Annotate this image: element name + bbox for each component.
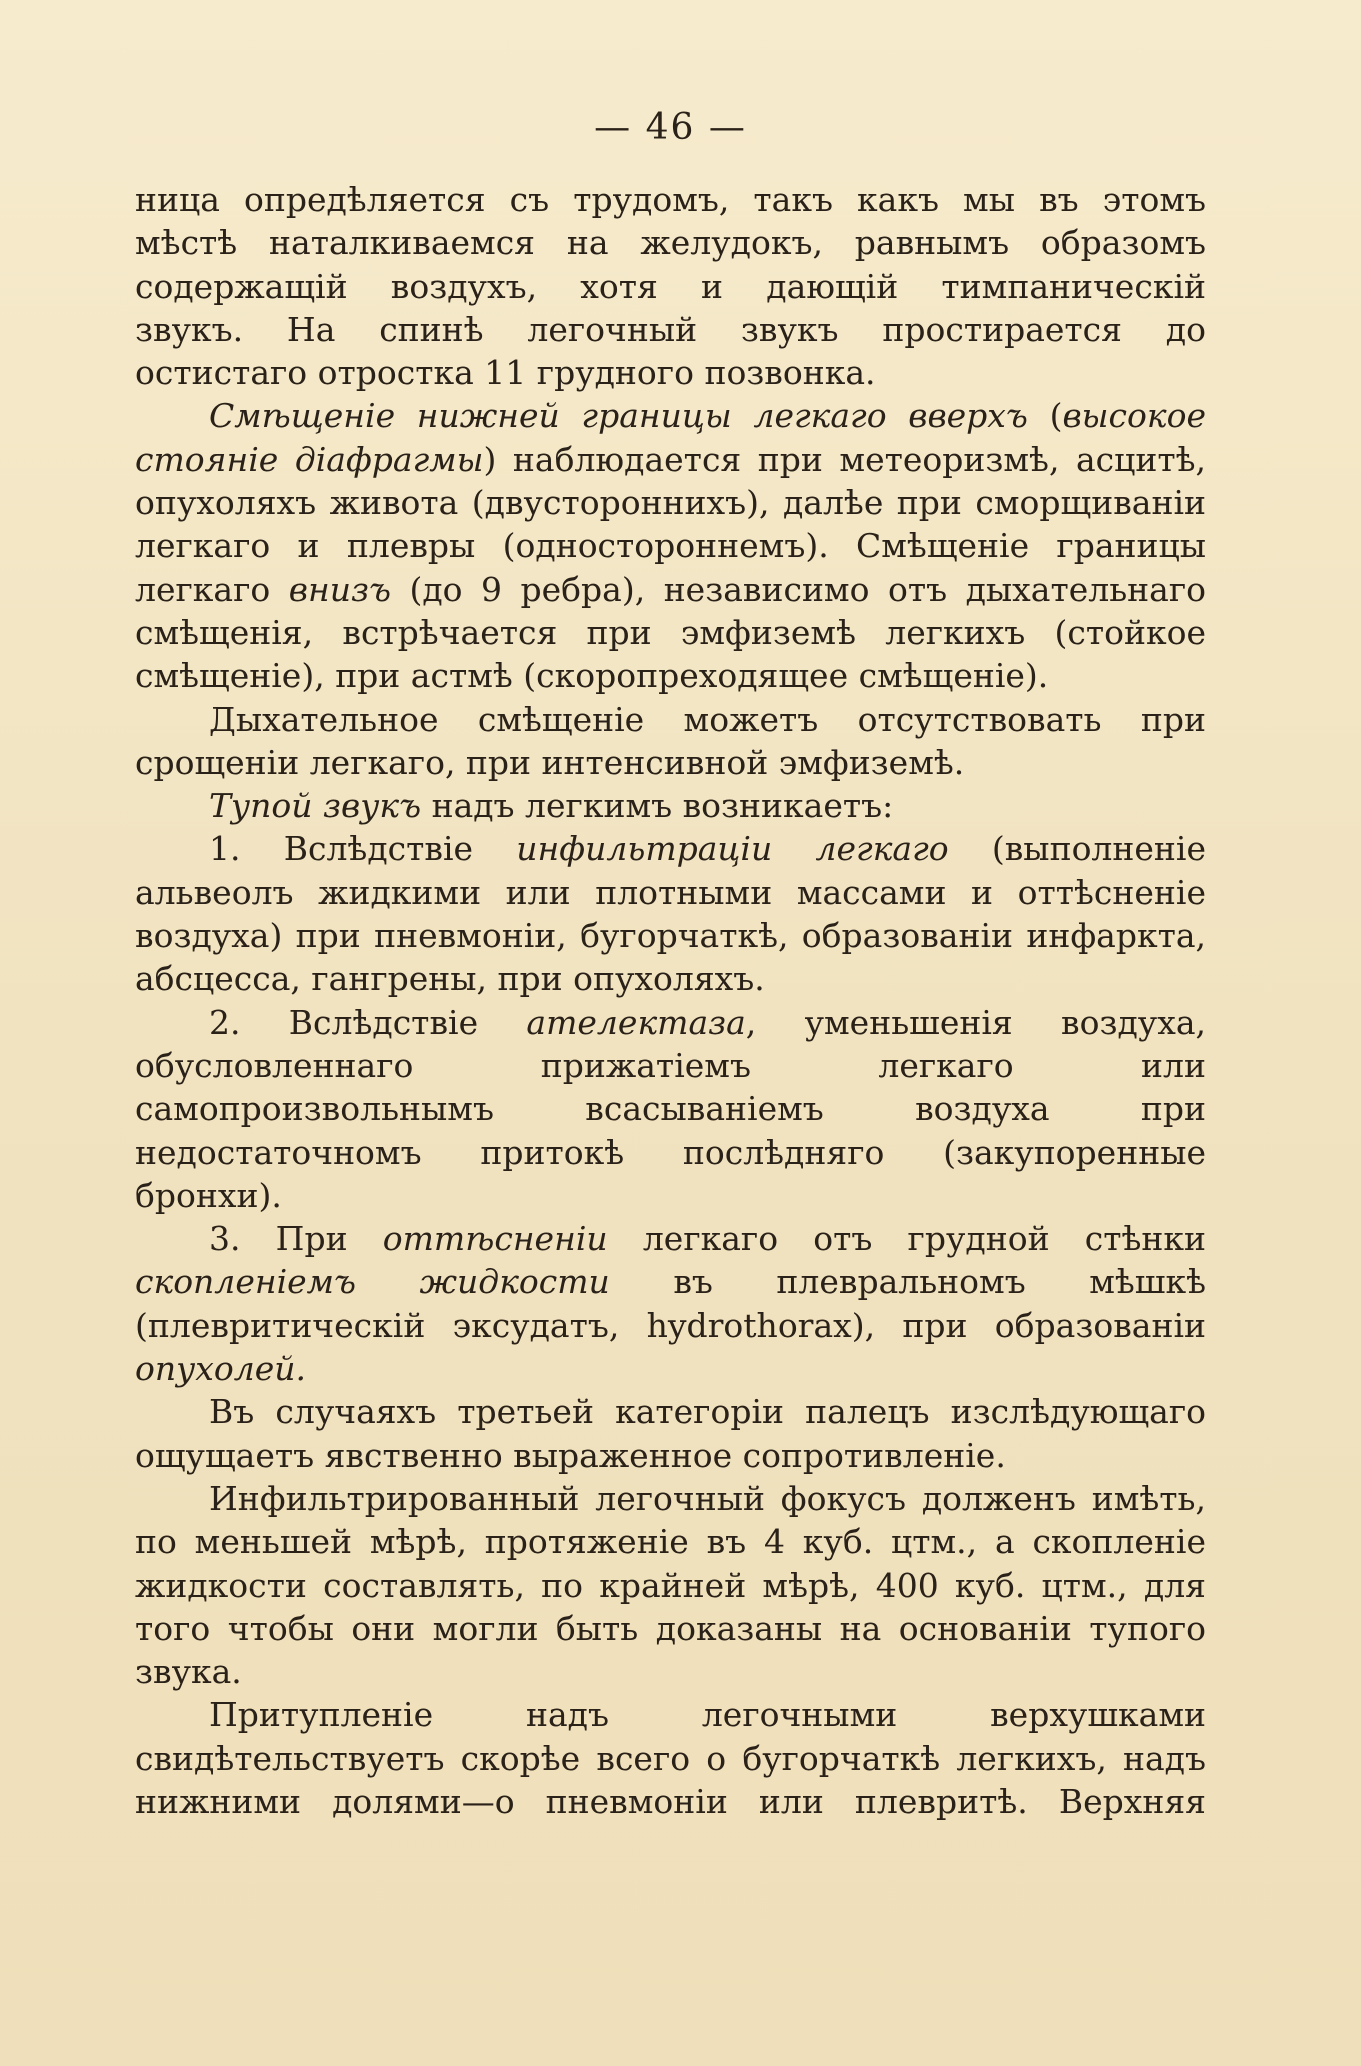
text-run: , уменьшенія воздуха, обусловленнаго прижатіемъ легкаго или самопроизвольнымъ всасываніемъ воздуха при недостаточномъ притокѣ послѣдняго (закупоренные бронхи).: [135, 1002, 1206, 1215]
paragraph-line: остистаго отростка 11 грудного позвонка.: [135, 353, 876, 393]
italic-phrase: инфильтраціи легкаго: [516, 829, 949, 869]
text-run: въ плевральномъ мѣшкѣ (плевритическій эксудатъ, hydrothorax), при образованіи: [135, 1262, 1206, 1345]
italic-phrase: ателектаза: [526, 1002, 746, 1042]
text-run: 3. При: [209, 1219, 383, 1259]
text-run: 1. Вслѣдствіе: [209, 829, 517, 869]
text-run: Дыхательное смѣщеніе можетъ отсутствовать при срощеніи легкаго, при интенсивной эмфиземѣ.: [135, 699, 1206, 782]
text-run: (до 9 ребра), независимо отъ дыхательнаго смѣщенія, встрѣчается при эмфиземѣ легкихъ (стойкое смѣщеніе), при астмѣ (скоропреходящее смѣщеніе).: [135, 569, 1206, 696]
italic-phrase: оттѣсненіи: [382, 1219, 608, 1259]
text-run: ) наблюдается при метеоризмѣ, асцитѣ, опухоляхъ живота (двустороннихъ), далѣе при сморщиваніи легкаго и плевры (одностороннемъ). Смѣщеніе границы легкаго: [135, 439, 1206, 609]
paragraph: [135, 698, 1206, 785]
paragraph: [135, 1217, 1206, 1390]
italic-phrase: внизъ: [288, 569, 391, 609]
text-run: (выполненіе альвеолъ жидкими или плотными массами и оттѣсненіе воздуха) при пневмоніи, бугорчаткѣ, образованіи инфаркта, абсцесса, гангрены, при опухоляхъ.: [135, 829, 1207, 999]
text-run: Въ случаяхъ третьей категоріи палецъ изслѣдующаго ощущаетъ явственно выраженное сопротивленіе.: [135, 1392, 1206, 1475]
italic-phrase: опухолей.: [135, 1349, 307, 1389]
paragraph: [135, 1001, 1206, 1217]
paragraph: [135, 394, 1206, 697]
paragraph-line: ница опредѣляется съ трудомъ, такъ какъ мы въ этомъ: [135, 180, 1206, 219]
text-run: надъ легкимъ возникаетъ:: [421, 786, 894, 826]
paragraph: [135, 784, 1206, 827]
italic-phrase: Тупой звукъ: [209, 786, 422, 826]
paragraph: [135, 1477, 1206, 1693]
italic-phrase: высокое стояніе діафрагмы: [135, 396, 1206, 479]
paragraph-line: содержащій воздухъ, хотя и дающій тимпаническій: [135, 266, 1206, 306]
paragraph: [135, 827, 1206, 1000]
text-run: Инфильтрированный легочный фокусъ долженъ имѣть, по меньшей мѣрѣ, протяженіе въ 4 куб. цтм., а скопленіе жидкости составлять, по крайней мѣрѣ, 400 куб. цтм., для того чтобы они могли быть доказаны на основаніи тупого звука.: [135, 1478, 1206, 1692]
text-run: (: [1027, 396, 1063, 436]
paragraph-line: звукъ. На спинѣ легочный звукъ простирается до: [135, 309, 1206, 349]
italic-phrase: Смѣщеніе нижней границы легкаго вверхъ: [209, 396, 1028, 436]
text-run: легкаго отъ грудной стѣнки: [607, 1219, 1206, 1259]
text-run: 2. Вслѣдствіе: [209, 1002, 527, 1042]
paragraph: [135, 1390, 1206, 1477]
text-run: Притупленіе надъ легочными верхушками свидѣтельствуетъ скорѣе всего о бугорчаткѣ легкихъ, надъ нижними долями—о пневмоніи или плевритѣ. Верхняя: [135, 1695, 1206, 1821]
paragraph: [135, 1693, 1206, 1823]
body-text: [135, 178, 1206, 1823]
paragraph-line: мѣстѣ наталкиваемся на желудокъ, равнымъ образомъ: [135, 223, 1206, 263]
page-number: — 46 —: [594, 107, 747, 148]
italic-phrase: скопленіемъ жидкости: [135, 1262, 610, 1302]
